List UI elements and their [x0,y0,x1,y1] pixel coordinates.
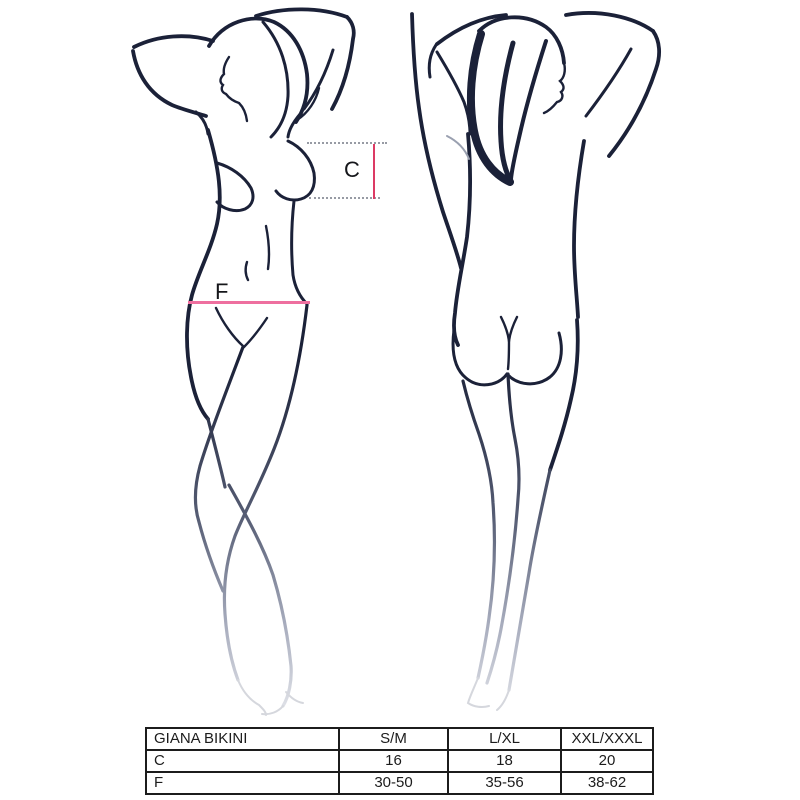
size-column-header: S/M [339,728,448,750]
size-value-cell: 35-56 [448,772,561,794]
size-table-container [145,727,654,795]
size-value-cell: 38-62 [561,772,653,794]
size-column-header: L/XL [448,728,561,750]
row-label-cell: C [146,750,339,772]
size-table-row-f [146,772,653,794]
size-table-row-c [146,750,653,772]
back-figure-hair [471,34,546,182]
bust-measure-label: C [344,157,360,182]
bust-measure-dotted-bottom [309,197,380,199]
size-column-header: XXL/XXXL [561,728,653,750]
size-value-cell: 30-50 [339,772,448,794]
front-figure [133,9,354,715]
product-name-cell: GIANA BIKINI [146,728,339,750]
bust-measure-line [373,144,375,199]
hip-measure-line [188,301,310,304]
back-figure [412,13,659,710]
bust-measure-dotted-top [307,142,387,144]
size-value-cell: 16 [339,750,448,772]
size-table [145,727,654,795]
size-value-cell: 18 [448,750,561,772]
size-value-cell: 20 [561,750,653,772]
row-label-cell: F [146,772,339,794]
hip-measure-label: F [215,279,229,304]
size-table-header-row [146,728,653,750]
